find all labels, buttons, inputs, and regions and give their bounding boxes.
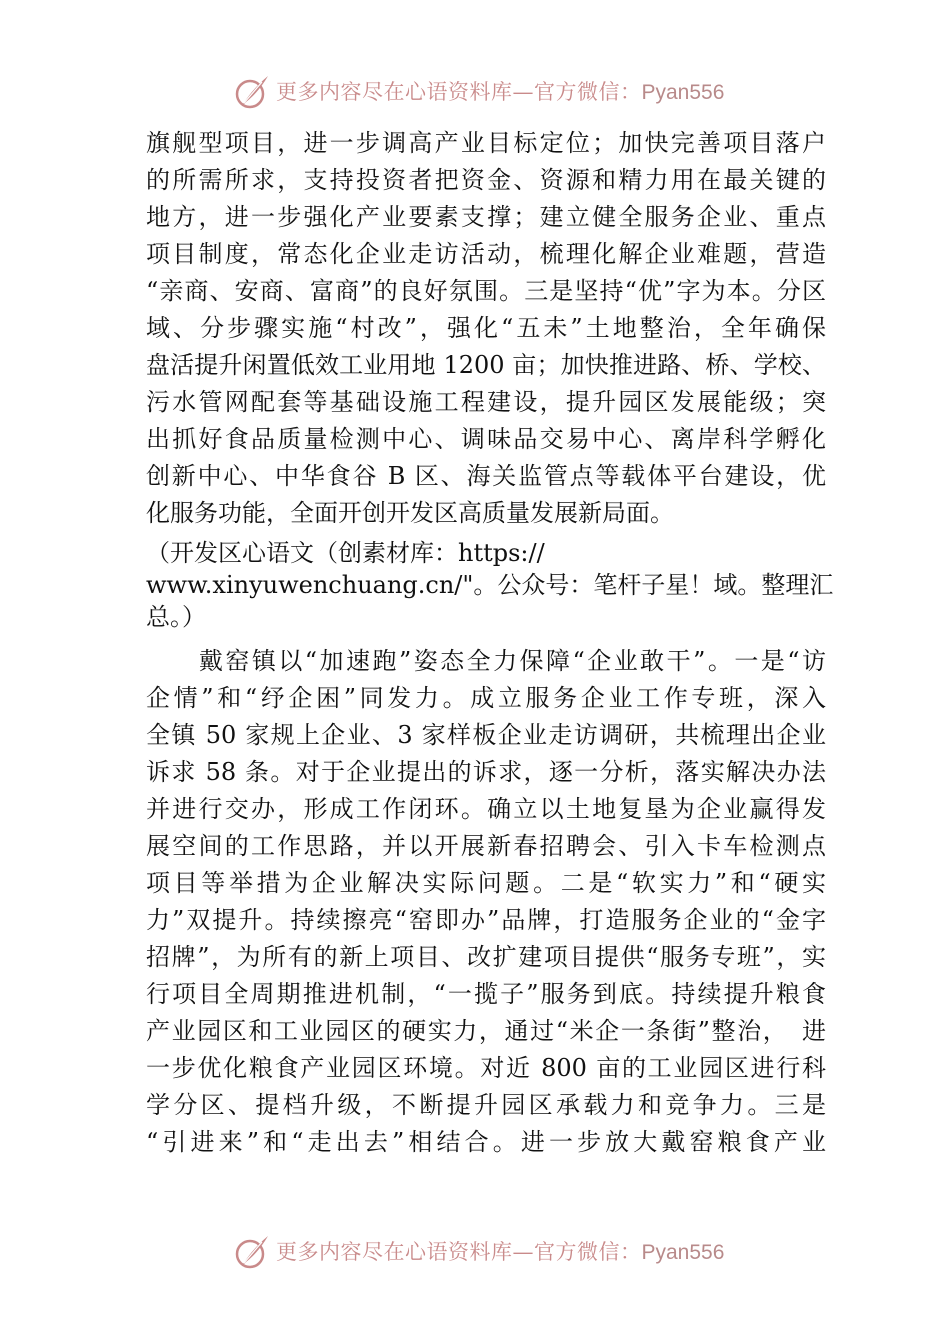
text-line: 污水管网配套等基础设施工程建设，提升园区发展能级；突 [146,388,826,416]
text-line: 创新中心、中华食谷 B 区、海关监管点等载体平台建设，优 [146,462,826,490]
source-note [146,537,834,633]
text-line: 一步优化粮食产业园区环境。对近 800 亩的工业园区进行科 [146,1054,826,1082]
banner-slogan: 更多内容尽在心语资料库 [276,1240,513,1264]
text-line: 化服务功能，全面开创开发区高质量发展新局面。 [146,499,674,527]
banner-separator: — [512,1240,534,1264]
note-line: （开发区心语文（创素材库：https:// [146,539,545,567]
header-banner [0,68,950,116]
banner-text [276,1238,724,1267]
text-line: 旗舰型项目，进一步调高产业目标定位；加快完善项目落户 [146,129,826,157]
text-line: 诉求 58 条。对于企业提出的诉求，逐一分析，落实解决办法 [146,758,826,786]
banner-wechat-label: 官方微信： [534,80,642,104]
text-line: 招牌”，为所有的新上项目、改扩建项目提供“服务专班”，实 [146,943,826,971]
text-line: 项目等举措为企业解决实际问题。二是“软实力”和“硬实 [146,869,826,897]
text-line: 戴窑镇以“加速跑”姿态全力保障“企业敢干”。一是“访 [146,647,826,675]
text-line: 力”双提升。持续擦亮“窑即办”品牌，打造服务企业的“金字 [146,906,826,934]
note-line: www.xinyuwenchuang.cn/"。公众号：笔杆子星！域。整理汇 [146,571,834,599]
text-line: 地方，进一步强化产业要素支撑；建立健全服务企业、重点 [146,203,826,231]
banner-wechat-id: Pyan556 [641,81,725,104]
quill-feather-logo-icon [232,1232,272,1272]
text-line: “亲商、安商、富商”的良好氛围。三是坚持“优”字为本。分区 [146,277,826,305]
text-line: 产业园区和工业园区的硬实力，通过“米企一条街”整治， 进 [146,1017,826,1045]
paragraph-2 [146,643,826,1161]
text-line: 出抓好食品质量检测中心、调味品交易中心、离岸科学孵化 [146,425,826,453]
text-line: 展空间的工作思路，并以开展新春招聘会、引入卡车检测点 [146,832,826,860]
text-line: 学分区、提档升级，不断提升园区承载力和竞争力。三是 [146,1091,826,1119]
text-line: 行项目全周期推进机制，“一揽子”服务到底。持续提升粮食 [146,980,826,1008]
text-line: 盘活提升闲置低效工业用地 1200 亩；加快推进路、桥、学校、 [146,351,826,379]
note-line: 总。） [146,603,206,631]
banner-separator: — [512,80,534,104]
text-line: 项目制度，常态化企业走访活动，梳理化解企业难题，营造 [146,240,826,268]
footer-banner [0,1228,950,1276]
quill-feather-logo-icon [232,72,272,112]
paragraph-1 [146,125,826,532]
banner-wechat-id: Pyan556 [641,1241,725,1264]
banner-slogan: 更多内容尽在心语资料库 [276,80,513,104]
text-line: 企情”和“纾企困”同发力。成立服务企业工作专班，深入 [146,684,826,712]
banner-wechat-label: 官方微信： [534,1240,642,1264]
text-line: 全镇 50 家规上企业、3 家样板企业走访调研，共梳理出企业 [146,721,826,749]
text-line: 并进行交办，形成工作闭环。确立以土地复垦为企业赢得发 [146,795,826,823]
text-line: 域、分步骤实施“村改”，强化“五未”土地整治，全年确保 [146,314,826,342]
text-line: 的所需所求，支持投资者把资金、资源和精力用在最关键的 [146,166,826,194]
banner-text [276,78,724,107]
text-line: “引进来”和“走出去”相结合。进一步放大戴窑粮食产业 [146,1128,826,1156]
